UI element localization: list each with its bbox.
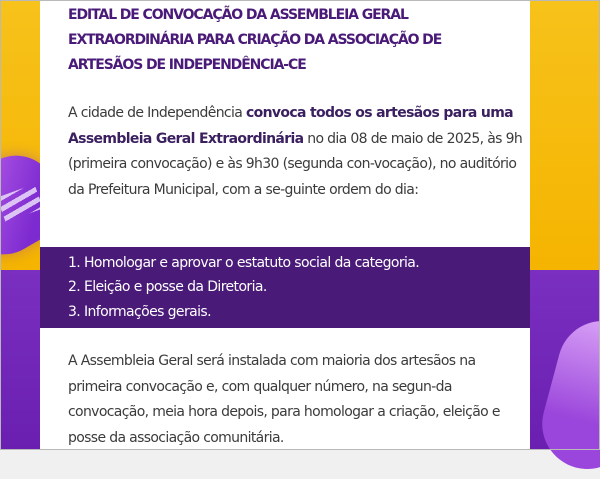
title-line: ARTESÃOS DE INDEPENDÊNCIA-CE	[68, 57, 306, 73]
notice-title	[68, 3, 508, 78]
agenda-item: 1. Homologar e aprovar o estatuto social da categoria.	[68, 255, 420, 271]
intro-text: A cidade de Independência	[68, 105, 246, 121]
title-line: EDITAL DE CONVOCAÇÃO DA ASSEMBLEIA GERAL	[68, 7, 408, 23]
closing-paragraph: A Assembleia Geral será instalada com maioria dos artesãos na primeira convocação e, com qualquer número, na segun-da convocação, meia hora depois, para homologar a criação, eleição e posse da associação comunitária.	[68, 353, 500, 446]
intro-paragraph	[68, 101, 530, 203]
agenda-item: 3. Informações gerais.	[68, 304, 211, 320]
intro-highlight: convoca todos os artesãos para uma Assembleia Geral Extraordinária	[68, 105, 513, 147]
intro-text-rest: no dia 08 de maio de 2025, às 9h (primeira convocação) e às 9h30 (segunda con-vocação), no auditório da Prefeitura Municipal, com a se-guinte ordem do dia:	[68, 130, 523, 198]
title-line: EXTRAORDINÁRIA PARA CRIAÇÃO DA ASSOCIAÇÃO DE	[68, 32, 442, 48]
agenda-box	[40, 247, 530, 328]
agenda-item: 2. Eleição e posse da Diretoria.	[68, 279, 267, 295]
notice-card	[40, 0, 530, 450]
